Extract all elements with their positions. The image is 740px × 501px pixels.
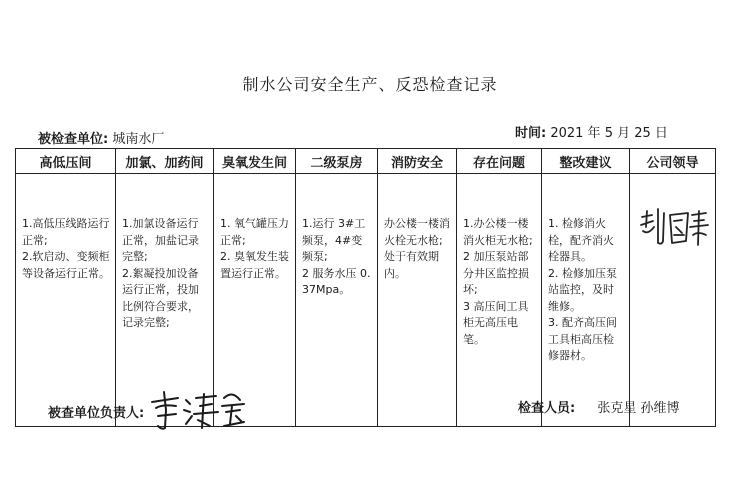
header-issues: 存在问题 (457, 149, 542, 174)
table-row (16, 174, 716, 427)
cell-line: 1.高低压线路运行正常; (22, 217, 110, 247)
cell-line: 3 高压间工具柜无高压电笔。 (463, 299, 529, 346)
inspectors-names: 张克星 孙维博 (597, 401, 680, 416)
inspection-time (515, 122, 668, 141)
table-header-row (16, 149, 716, 174)
cell-line: 办公楼一楼消火栓无水枪;处于有效期内。 (384, 217, 450, 280)
inspected-unit (38, 128, 164, 147)
header-company-leader: 公司领导 (630, 149, 716, 174)
responsible-signature (148, 388, 248, 432)
inspectors (518, 397, 679, 416)
document-title: 制水公司安全生产、反恐检查记录 (242, 75, 498, 94)
header-ozone-room: 臭氧发生间 (214, 149, 296, 174)
inspected-unit-value: 城南水厂 (112, 132, 165, 147)
cell-line: 1. 氧气罐压力正常; (220, 217, 289, 247)
cell-secondary-pump-room (296, 174, 378, 427)
header-chlorination-dosing-room: 加氯、加药间 (116, 149, 214, 174)
cell-rectification (542, 174, 630, 427)
time-label: 时间: (515, 126, 547, 141)
cell-issues (457, 174, 542, 427)
time-value: 2021 年 5 月 25 日 (550, 126, 668, 141)
inspected-unit-label: 被检查单位: (38, 132, 109, 147)
header-high-low-voltage-room: 高低压间 (16, 149, 116, 174)
cell-fire-safety (378, 174, 457, 427)
cell-line: 2.絮凝投加设备运行正常，投加比例符合要求，记录完整; (122, 266, 199, 329)
inspection-table (15, 148, 716, 427)
cell-line: 2.软启动、变频柜等设备运行正常。 (22, 250, 110, 280)
cell-high-low-voltage-room (16, 174, 116, 427)
cell-line: 1.办公楼一楼消火柜无水枪; (463, 217, 533, 247)
responsible-person-label: 被查单位负责人: (48, 406, 145, 421)
cell-line: 3. 配齐高压间工具柜高压检修器材。 (548, 316, 617, 362)
cell-line: 2 加压泵站部分井区监控损坏; (463, 250, 529, 296)
cell-line: 2. 检修加压泵站监控，及时维修。 (548, 266, 617, 313)
header-secondary-pump-room: 二级泵房 (296, 149, 378, 174)
inspectors-label: 检查人员: (518, 401, 576, 416)
header-fire-safety: 消防安全 (378, 149, 457, 174)
cell-line: 1.加氯设备运行正常，加盐记录完整; (122, 217, 199, 263)
header-rectification: 整改建议 (542, 149, 630, 174)
leader-signature (638, 205, 712, 251)
cell-line: 1.运行 3#工频泵，4#变频泵; (302, 217, 366, 263)
cell-line: 2 服务水压 0.37Mpa。 (302, 266, 371, 296)
cell-line: 1. 检修消火栓，配齐消火栓器具。 (548, 217, 614, 263)
cell-line: 2. 臭氧发生装置运行正常。 (220, 250, 289, 280)
